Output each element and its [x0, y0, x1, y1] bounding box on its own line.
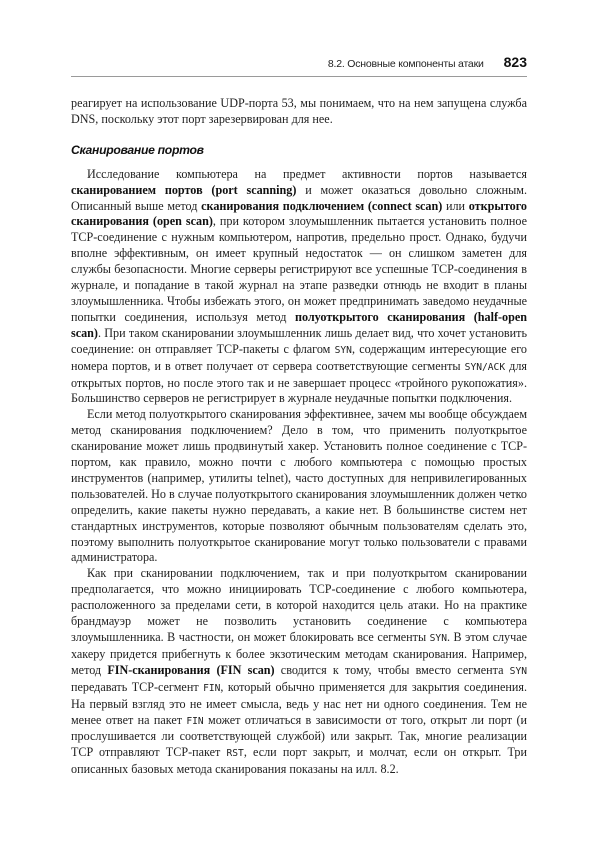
intro-text: реагирует на использование UDP-порта 53, мы понимаем, что на нем запущена служба DNS, поскольку этот порт зарезервирован для нее.	[71, 96, 527, 126]
code-syn: SYN	[429, 633, 447, 644]
term-open-scan: открытого сканирования (open scan)	[71, 198, 527, 229]
text-span: Если метод полуоткрытого сканирования эффективнее, зачем мы вообще обсуждаем метод сканирования подключением? Дело в том, что применить полуоткрытое сканирование может лишь продвинутый хакер. Установить полное соединение с TCP-портом, как правило, можно почти с любого компьютера с помощью простых инструментов (например, утилиты telnet), часто доступных для непривилегированных пользователей. Но в случае полуоткрытого сканирования злоумышленник должен четко определить, какие пакеты нужно передавать, а какие нет. В большинстве систем нет стандартных инструментов, которые позволяют обычным пользователям сделать это, поэтому выполнить полуоткрытое сканирование могут только пользователи с правами администратора.	[71, 407, 527, 565]
text-span: , если порт закрыт, и молчат, если он открыт. Три описанных базовых метода сканирования показаны на илл. 8.2.	[71, 745, 527, 777]
text-span: Как при сканировании подключением, так и при полуоткрытом сканировании предполагается, что можно инициировать TCP-соединение с любого компьютера, расположенного за пределами сети, в которой находится цель атаки. Но на практике брандмауэр может не позволить установить соединение с компьютера злоумышленника. В частности, он может блокировать все сегменты	[71, 566, 527, 644]
text-span: Исследование компьютера на предмет активности портов называется	[87, 166, 527, 181]
text-span: , содержащим интересующие его номера портов, и в ответ получает от сервера соответствующие сегменты	[71, 341, 527, 373]
term-connect-scan: сканирования подключением (connect scan)	[201, 198, 443, 213]
text-span: может отличаться в зависимости от того, открыт ли порт (и прослушивается ли соответствующей службой) или закрыт. Так, многие реализации TCP отправляют TCP-пакет	[71, 712, 527, 760]
text-span: и может оказаться довольно сложным. Описанный выше метод	[71, 182, 528, 213]
intro-paragraph	[71, 96, 527, 128]
paragraph-half-open-comparison	[71, 407, 527, 566]
text-span: сводится к тому, чтобы вместо сегмента	[274, 662, 510, 677]
paragraph-port-scanning	[71, 167, 527, 408]
text-span: . При таком сканировании злоумышленник лишь делает вид, что хочет установить соединение: он отправляет TCP-пакеты с флагом	[71, 325, 527, 356]
running-header	[71, 54, 527, 77]
code-syn: SYN	[509, 665, 527, 677]
code-rst: RST	[226, 748, 244, 760]
text-span: , который обычно применяется для закрытия соединения. На первый взгляд это не имеет смысла, ведь у нас нет ни одного соединения. Тем не менее ответ на пакет	[71, 679, 527, 727]
section-reference: 8.2. Основные компоненты атаки	[327, 58, 484, 70]
code-syn: SYN	[334, 344, 352, 356]
code-fin: FIN	[186, 715, 204, 727]
code-syn-ack: SYN/ACK	[464, 361, 506, 373]
text-span: , при котором злоумышленник пытается установить полное TCP-соединение с нужным компьютером, напротив, предельно прост. Однако, будучи вполне эффективным, он имеет крупный недостаток — он слишком заметен для службы безопасности. Многие серверы регистрируют все успешные TCP-соединения в журнале, и попадание в такой журнал на этапе разведки отнюдь не входит в планы злоумышленника. Чтобы избежать этого, он может предпринимать заведомо неудачные попытки соединения, используя метод	[71, 214, 527, 324]
code-fin: FIN	[203, 682, 221, 694]
paragraph-fin-scan	[71, 566, 527, 778]
term-fin-scan: FIN-сканирования (FIN scan)	[107, 662, 275, 677]
page-body	[71, 96, 527, 778]
term-port-scanning: сканированием портов (port scanning)	[71, 182, 297, 197]
page-number: 823	[503, 54, 527, 70]
text-span: передавать TCP-сегмент	[71, 679, 204, 694]
term-half-open-scan: полуоткрытого сканирования (half-open scan)	[71, 309, 528, 340]
text-span: для открытых портов, но после этого так и не завершает процесс «тройного рукопожатия». Большинство серверов не регистрирует в журнале неудачные попытки подключения.	[71, 358, 528, 406]
text-span: или	[442, 198, 469, 213]
section-heading: Сканирование портов	[71, 142, 204, 157]
text-span: . В этом случае хакеру придется прибегнуть к более экзотическим методам сканирования. Например, метод	[71, 630, 527, 677]
